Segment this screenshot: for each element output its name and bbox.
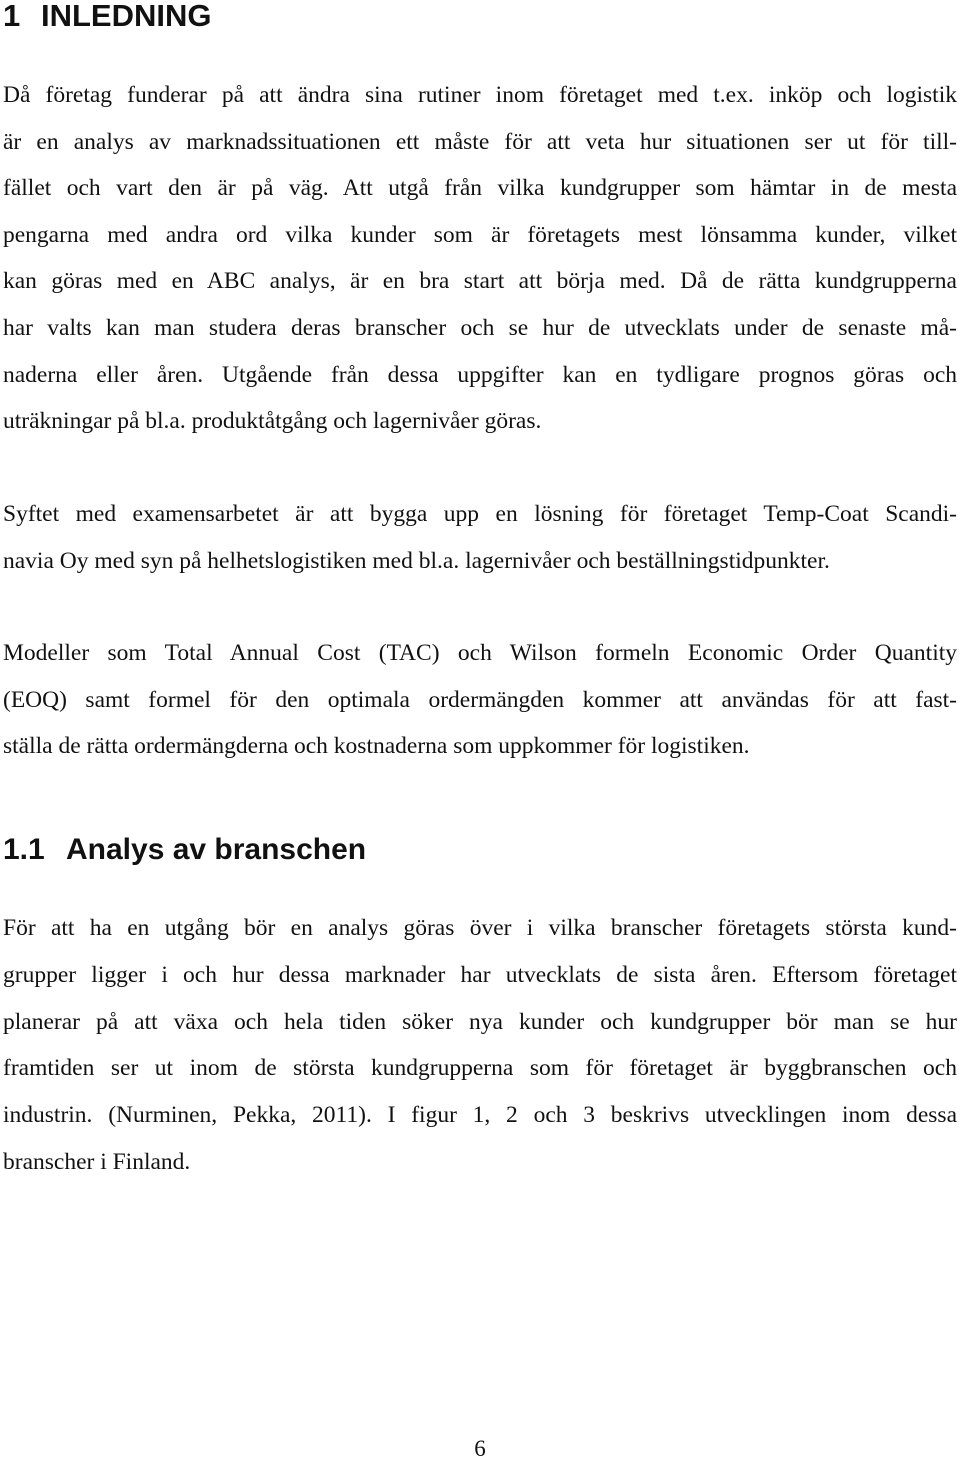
paragraph-line: planerar på att växa och hela tiden söker nya kunder och kundgrupper bör man se hur <box>3 1008 957 1035</box>
section-title: INLEDNING <box>41 0 212 33</box>
paragraph-line: Då företag funderar på att ändra sina rutiner inom företaget med t.ex. inköp och logistik <box>3 82 957 108</box>
paragraph-line: För att ha en utgång bör en analys göras över i vilka branscher företagets största kund- <box>3 915 957 941</box>
paragraph-line: Syftet med examensarbetet är att bygga upp en lösning för företaget Temp-Coat Scandi- <box>3 501 957 527</box>
models-paragraph <box>3 630 957 770</box>
paragraph-line: framtiden ser ut inom de största kundgrupperna som för företaget är byggbranschen och <box>3 1055 957 1082</box>
paragraph-line: uträkningar på bl.a. produktåtgång och lagernivåer göras. <box>3 408 542 435</box>
purpose-paragraph <box>3 491 957 585</box>
intro-paragraph <box>3 72 957 445</box>
paragraph-line: naderna eller åren. Utgående från dessa uppgifter kan en tydligare prognos göras och <box>3 361 957 388</box>
section-number: 1.1 <box>3 833 45 866</box>
section-heading-1 <box>3 0 212 38</box>
paragraph-line: industrin. (Nurminen, Pekka, 2011). I figur 1, 2 och 3 beskrivs utvecklingen inom dessa <box>3 1102 957 1129</box>
page-number: 6 <box>474 1436 486 1461</box>
paragraph-line: branscher i Finland. <box>3 1148 191 1175</box>
section-heading-1-1 <box>3 828 366 872</box>
paragraph-line: (EOQ) samt formel för den optimala ordermängden kommer att användas för att fast- <box>3 686 957 713</box>
paragraph-line: kan göras med en ABC analys, är en bra start att börja med. Då de rätta kundgrupperna <box>3 268 957 295</box>
industry-analysis-paragraph <box>3 905 957 1186</box>
section-number: 1 <box>3 0 21 33</box>
paragraph-line: är en analys av marknadssituationen ett måste för att veta hur situationen ser ut för till- <box>3 128 957 155</box>
paragraph-line: har valts kan man studera deras branscher och se hur de utvecklats under de senaste må- <box>3 314 957 341</box>
paragraph-line: grupper ligger i och hur dessa marknader har utvecklats de sista åren. Eftersom företaget <box>3 961 957 988</box>
paragraph-line: navia Oy med syn på helhetslogistiken med bl.a. lagernivåer och beställningstidpunkter. <box>3 548 830 574</box>
section-title: Analys av branschen <box>66 833 367 866</box>
paragraph-line: fället och vart den är på väg. Att utgå från vilka kundgrupper som hämtar in de mesta <box>3 175 957 202</box>
paragraph-line: pengarna med andra ord vilka kunder som är företagets mest lönsamma kunder, vilket <box>3 221 957 248</box>
paragraph-line: Modeller som Total Annual Cost (TAC) och Wilson formeln Economic Order Quantity <box>3 640 957 666</box>
paragraph-line: ställa de rätta ordermängderna och kostnaderna som uppkommer för logistiken. <box>3 733 750 759</box>
